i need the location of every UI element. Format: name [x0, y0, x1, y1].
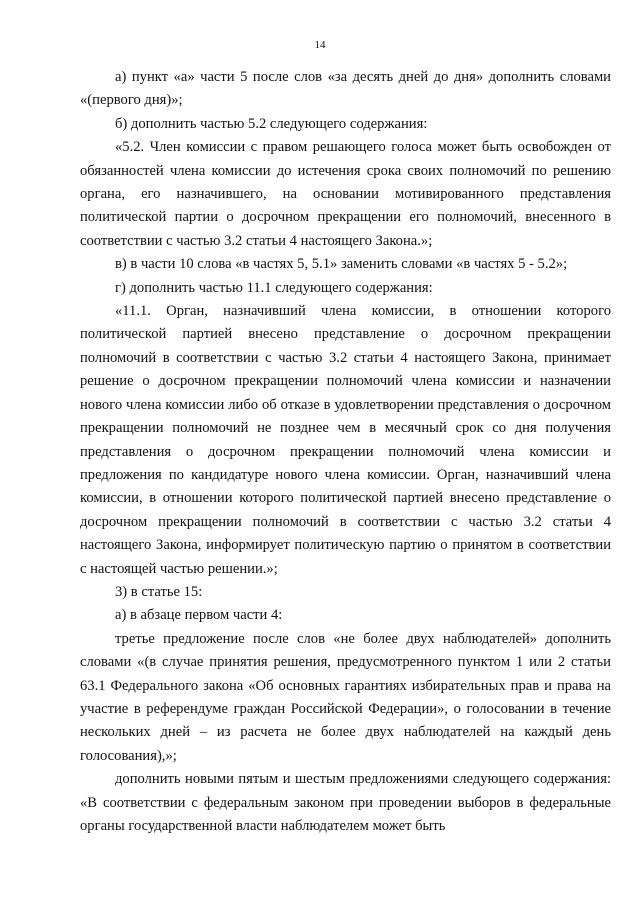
paragraph-part-11-1-text: «11.1. Орган, назначивший члена комиссии, в отношении которого политической партией внесено представление о досрочном прекращении полномочий в соответствии с частью 3.2 статьи 4 настоящего Закона, принимает решение о досрочном прекращении полномочий члена комиссии и назначении нового члена комиссии либо об отказе в удовлетворении представления о досрочном прекращении полномочий не позднее чем в месячный срок со дня получения представления о досрочном прекращении полномочий члена комиссии и предложения по кандидатуре нового члена комиссии. Орган, назначивший члена комиссии, в отношении которого политической партией внесено представление о досрочном прекращении полномочий в соответствии с частью 3.2 статьи 4 настоящего Закона, информирует политическую партию о принятом в соответствии с настоящей частью решении.»;	[80, 303, 611, 577]
paragraph-amend-part-10: в) в части 10 слова «в частях 5, 5.1» заменить словами «в частях 5 - 5.2»;	[115, 256, 568, 273]
paragraph-new-sentences: дополнить новыми пятым и шестым предложениями следующего содержания: «В соответствии с федеральным законом при проведении выборов в федеральные органы государственной власти наблюдателем может быть	[80, 771, 611, 834]
paragraph-article-15: 3) в статье 15:	[115, 583, 203, 600]
document-body	[80, 66, 611, 838]
paragraph-part-5-2-text: «5.2. Член комиссии с правом решающего голоса может быть освобожден от обязанностей члена комиссии до истечения срока своих полномочий по решению органа, его назначившего, на основании мотивированного представления политической партии о досрочном прекращении его полномочий, внесенного в соответствии с частью 3.2 статьи 4 настоящего Закона.»;	[80, 139, 611, 249]
paragraph-add-part-5-2: б) дополнить частью 5.2 следующего содержания:	[115, 115, 428, 132]
page-number: 14	[314, 39, 326, 51]
paragraph-amend-point-a: а) пункт «а» части 5 после слов «за десять дней до дня» дополнить словами «(первого дня)»;	[80, 69, 611, 109]
paragraph-third-sentence: третье предложение после слов «не более двух наблюдателей» дополнить словами «(в случае принятия решения, предусмотренного пунктом 1 или 2 статьи 63.1 Федерального закона «Об основных гарантиях избирательных прав и права на участие в референдуме граждан Российской Федерации», о голосовании в течение нескольких дней – из расчета не более двух наблюдателей на каждый день голосования),»;	[80, 630, 611, 764]
paragraph-part-4-first-abzac: а) в абзаце первом части 4:	[115, 607, 283, 624]
paragraph-add-part-11-1: г) дополнить частью 11.1 следующего содержания:	[115, 279, 433, 296]
